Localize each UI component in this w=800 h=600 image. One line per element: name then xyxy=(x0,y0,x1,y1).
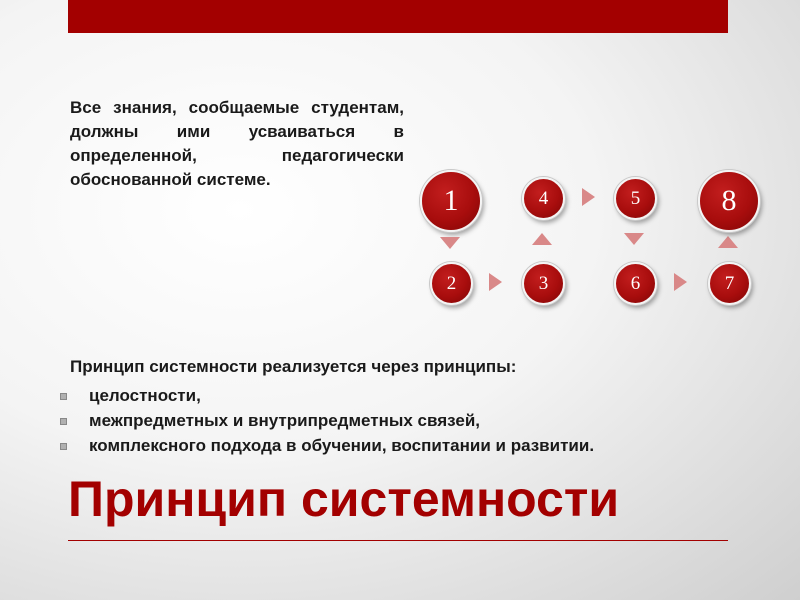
list-item xyxy=(58,408,594,433)
step-node-4: 4 xyxy=(522,177,565,220)
step-node-5: 5 xyxy=(614,177,657,220)
arrow-right-icon xyxy=(489,273,502,291)
bullet-icon xyxy=(60,393,67,400)
step-node-6: 6 xyxy=(614,262,657,305)
list-item-label: комплексного подхода в обучении, воспитании и развитии. xyxy=(89,436,595,455)
arrow-right-icon xyxy=(582,188,595,206)
arrow-up-icon xyxy=(718,236,738,248)
arrow-up-icon xyxy=(532,233,552,245)
arrow-down-icon xyxy=(624,233,644,245)
slide-title: Принцип системности xyxy=(68,471,620,527)
bullet-icon xyxy=(60,418,67,425)
step-node-7: 7 xyxy=(708,262,751,305)
top-accent-bar xyxy=(68,0,728,33)
arrow-right-icon xyxy=(674,273,687,291)
list-item xyxy=(58,433,594,458)
bullet-icon xyxy=(60,443,67,450)
list-item xyxy=(58,383,594,408)
step-node-2: 2 xyxy=(430,262,473,305)
step-node-3: 3 xyxy=(522,262,565,305)
step-node-1: 1 xyxy=(420,170,482,232)
list-item-label: целостности, xyxy=(89,386,201,405)
intro-text: Все знания, сообщаемые студентам, должны ими усваиваться в определенной, педагогически обоснованной системе. xyxy=(70,98,404,189)
principles-lead: Принцип системности реализуется через принципы: xyxy=(70,357,517,376)
title-underline xyxy=(68,540,728,541)
principles-list xyxy=(58,383,594,458)
arrow-down-icon xyxy=(440,237,460,249)
list-item-label: межпредметных и внутрипредметных связей, xyxy=(89,411,481,430)
step-node-8: 8 xyxy=(698,170,760,232)
